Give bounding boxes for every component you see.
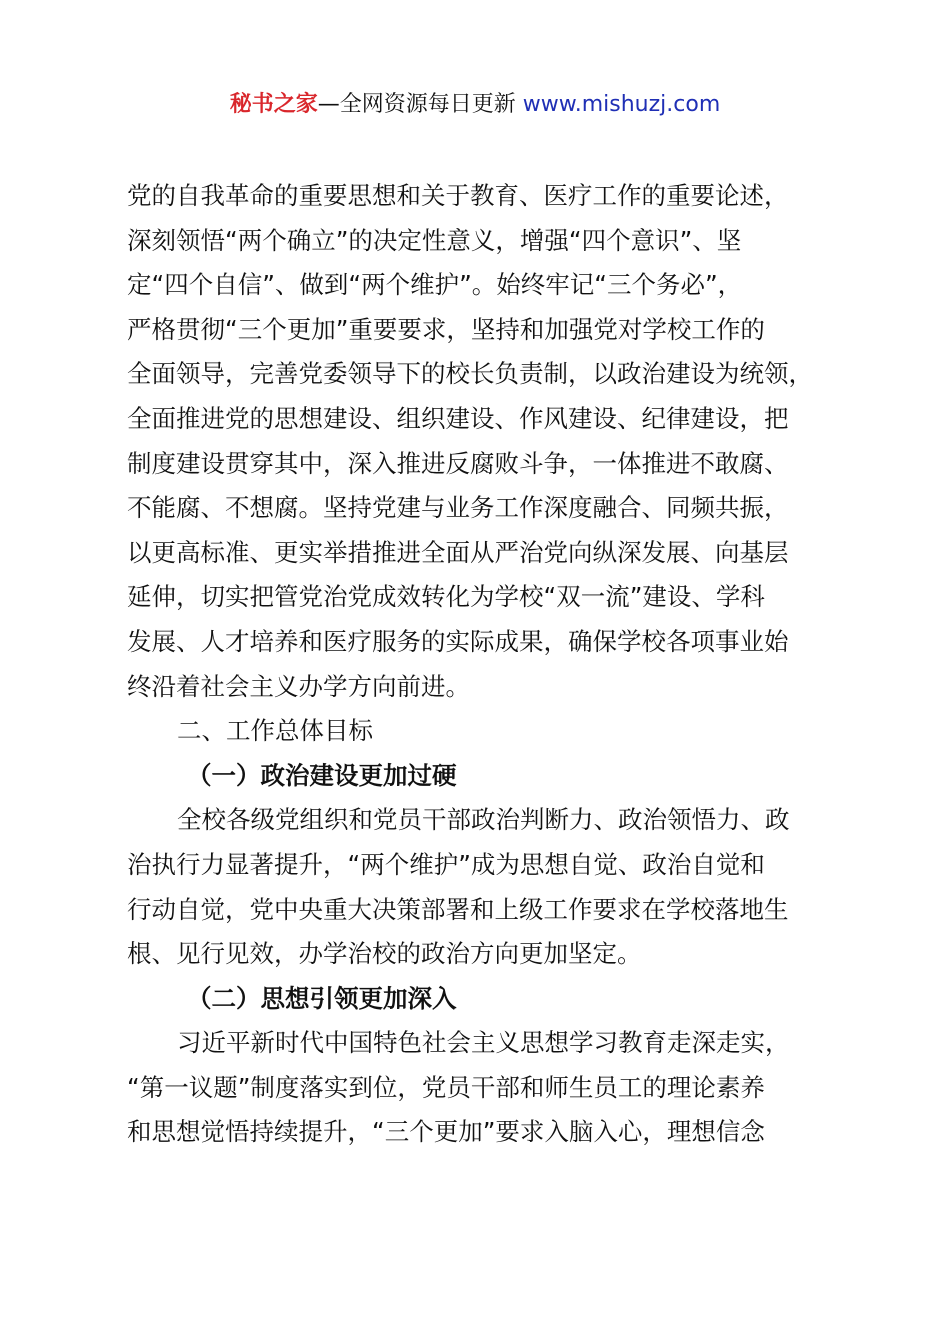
paragraph-line: 行动自觉，党中央重大决策部署和上级工作要求在学校落地生 (127, 894, 789, 924)
body-line: 不能腐、不想腐。坚持党建与业务工作深度融合、同频共振， (127, 493, 789, 523)
body-line: 延伸，切实把管党治党成效转化为学校“双一流”建设、学科 (127, 582, 765, 612)
body-line: 全面领导，完善党委领导下的校长负责制，以政治建设为统领， (127, 359, 813, 389)
header-tagline: —全网资源每日更新 (317, 92, 523, 117)
paragraph-line: 根、见行见效，办学治校的政治方向更加坚定。 (127, 939, 642, 969)
body-line: 发展、人才培养和医疗服务的实际成果，确保学校各项事业始 (127, 626, 789, 656)
body-line: 严格贯彻“三个更加”重要要求，坚持和加强党对学校工作的 (127, 314, 765, 344)
body-line: 制度建设贯穿其中，深入推进反腐败斗争，一体推进不敢腐、 (127, 448, 789, 478)
body-line: 深刻领悟“两个确立”的决定性意义，增强“四个意识”、坚 (127, 225, 742, 255)
document-body (127, 174, 833, 1155)
body-line: 党的自我革命的重要思想和关于教育、医疗工作的重要论述， (127, 181, 789, 210)
paragraph-line: 和思想觉悟持续提升，“三个更加”要求入脑入心，理想信念 (127, 1117, 765, 1147)
page-header (0, 90, 950, 120)
body-line: 以更高标准、更实举措推进全面从严治党向纵深发展、向基层 (127, 537, 789, 567)
section-heading: 二、工作总体目标 (177, 716, 373, 746)
paragraph-line: “第一议题”制度落实到位，党员干部和师生员工的理论素养 (127, 1072, 765, 1102)
subsection-title-ideology: （二）思想引领更加深入 (187, 983, 457, 1013)
body-line: 全面推进党的思想建设、组织建设、作风建设、纪律建设，把 (127, 403, 789, 433)
body-line: 终沿着社会主义办学方向前进。 (127, 671, 470, 701)
website-link[interactable]: www.mishuzj.com (522, 92, 721, 117)
body-line: 定“四个自信”、做到“两个维护”。始终牢记“三个务必”， (127, 270, 743, 300)
paragraph-line: 习近平新时代中国特色社会主义思想学习教育走深走实， (177, 1028, 790, 1058)
paragraph-line: 全校各级党组织和党员干部政治判断力、政治领悟力、政 (177, 805, 790, 835)
subsection-title-political: （一）政治建设更加过硬 (187, 760, 457, 790)
brand-name: 秘书之家 (229, 92, 318, 117)
paragraph-line: 治执行力显著提升，“两个维护”成为思想自觉、政治自觉和 (127, 849, 765, 879)
